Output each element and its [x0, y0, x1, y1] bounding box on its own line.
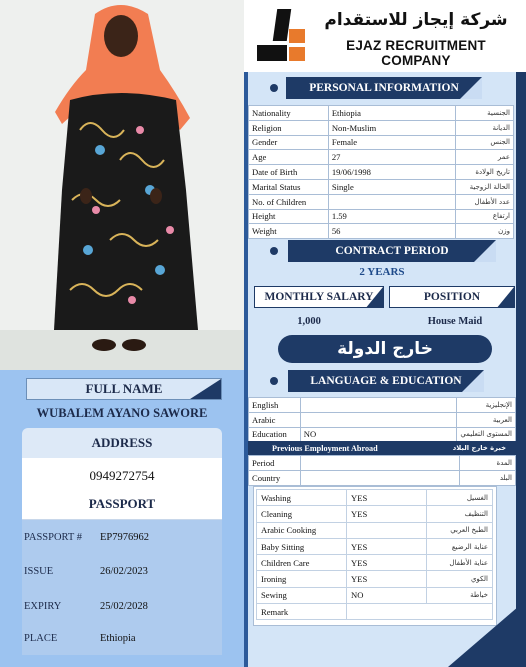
contract-years: 2 YEARS: [359, 266, 405, 278]
passport-details: [22, 520, 222, 655]
company-name-english: EJAZ RECRUITMENT COMPANY: [346, 38, 486, 68]
language-table: [248, 397, 516, 442]
passport-row-label: PASSPORT #: [24, 531, 83, 543]
table-row: Baby Sitting YES عناية الرضيع: [257, 538, 493, 554]
passport-row-value: 25/02/2028: [100, 600, 148, 612]
table-row: Age 27 عمر: [249, 150, 514, 165]
table-row: Religion Non-Muslim الديانة: [249, 120, 514, 135]
candidate-panel: [0, 370, 244, 667]
table-row: Arabic العربية: [249, 412, 516, 427]
company-logo-icon: [253, 5, 313, 67]
previous-employment-title: Previous Employment Abroad: [272, 443, 378, 453]
full-name-header: [26, 378, 222, 400]
position-label: POSITION: [423, 291, 481, 303]
address-header: ADDRESS: [22, 428, 222, 458]
passport-row-label: PLACE: [24, 632, 58, 644]
table-row: Weight 56 وزن: [249, 224, 514, 239]
position-header: [389, 286, 515, 308]
personal-info-table: [248, 105, 514, 239]
table-row: Date of Birth 19/06/1998 تاريخ الولادة: [249, 165, 514, 180]
full-name-label: FULL NAME: [85, 381, 163, 396]
passport-row-value: 26/02/2023: [100, 565, 148, 577]
bullet-icon: [270, 377, 278, 385]
language-education-header: [288, 370, 484, 392]
passport-row-place: [22, 623, 222, 653]
bullet-icon: [270, 247, 278, 255]
language-education-title: LANGUAGE & EDUCATION: [310, 375, 462, 387]
table-row: Country البلد: [249, 470, 516, 485]
remark-value: [347, 604, 493, 620]
bullet-icon: [270, 84, 278, 92]
skills-table: [256, 489, 493, 620]
table-row: Washing YES الغسيل: [257, 490, 493, 506]
phone-value: 0949272754: [22, 458, 222, 488]
passport-row-label: EXPIRY: [24, 600, 62, 612]
passport-row-issue: [22, 556, 222, 586]
passport-row-value: EP7976962: [100, 531, 150, 543]
monthly-salary-label: MONTHLY SALARY: [264, 291, 374, 303]
previous-employment-title-arabic: خبرة خارج البلاد: [452, 444, 506, 452]
candidate-photo: [0, 0, 244, 370]
personal-info-header: [286, 77, 482, 99]
table-row: Gender Female الجنس: [249, 135, 514, 150]
corner-decoration: [187, 379, 221, 400]
table-row: Children Care YES عناية الأطفال: [257, 555, 493, 571]
position-value: House Maid: [427, 316, 483, 327]
contract-period-header: [288, 240, 496, 262]
monthly-salary-value: 1,000: [297, 316, 321, 327]
panel-edge: [516, 72, 526, 667]
monthly-salary-header: [254, 286, 384, 308]
passport-header: PASSPORT: [22, 488, 222, 520]
table-row: Cleaning YES التنظيف: [257, 506, 493, 522]
table-row: Arabic Cooking الطبخ العربي: [257, 522, 493, 538]
table-row: Period المدة: [249, 456, 516, 471]
table-row: Height 1.59 ارتفاع: [249, 209, 514, 224]
passport-row-label: ISSUE: [24, 565, 54, 577]
company-name-arabic: شركة إيجاز للاستقدام: [324, 10, 508, 30]
contract-period-title: CONTRACT PERIOD: [335, 245, 449, 257]
table-row: English الإنجليزية: [249, 398, 516, 413]
remark-label: Remark: [257, 604, 347, 620]
table-row: Sewing NO خياطة: [257, 587, 493, 603]
passport-row-value: Ethiopia: [100, 632, 136, 644]
table-row: Marital Status Single الحالة الزوجية: [249, 179, 514, 194]
passport-row-expiry: [22, 591, 222, 621]
photo-illustration: [0, 0, 244, 370]
full-name-value: WUBALEM AYANO SAWORE: [36, 406, 208, 420]
table-row: [257, 604, 493, 620]
previous-employment-header: [248, 441, 516, 455]
table-row: No. of Children عدد الأطفال: [249, 194, 514, 209]
table-row: Education NO المستوى التعليمي: [249, 427, 516, 442]
personal-info-title: PERSONAL INFORMATION: [309, 82, 459, 94]
passport-row-number: [22, 522, 222, 552]
previous-employment-table: [248, 455, 516, 486]
table-row: Nationality Ethiopia الجنسية: [249, 106, 514, 121]
location-arabic-badge: خارج الدولة: [278, 335, 492, 363]
table-row: Ironing YES الكوي: [257, 571, 493, 587]
